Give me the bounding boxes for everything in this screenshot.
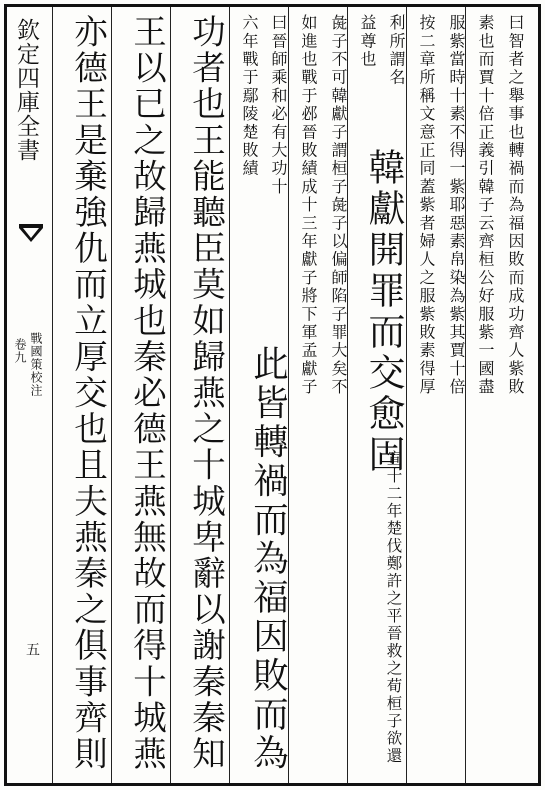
column-rule <box>406 7 407 783</box>
main-text-column: 此皆轉禍而為福因敗而為 <box>247 345 289 773</box>
text-column: 六年戰于鄢陵楚敗績 <box>240 14 259 178</box>
main-text-column: 亦德王是棄強仇而立厚交也且夫燕秦之俱事齊則 <box>68 14 108 773</box>
column-rule <box>170 7 171 783</box>
fish-tail-ornament-icon <box>18 222 44 244</box>
text-column: 如進也戰于邲晉敗績成十三年獻子將下軍孟獻子 <box>299 14 318 397</box>
main-text-column: 王以已之故歸燕城也秦必德王燕無故而得十城燕 <box>127 14 167 773</box>
text-column: 彘子不可韓獻子謂桓子彘子以偏師陷子罪大矣不 <box>329 14 348 397</box>
margin-title: 欽定四庫全書 <box>13 18 39 162</box>
text-column: 利所謂名 <box>387 14 406 87</box>
page-number: 五 <box>24 642 40 656</box>
main-text-column: 功者也王能聽臣莫如歸燕之十城卑辭以謝秦秦知 <box>186 14 226 773</box>
column-rule <box>52 7 53 783</box>
main-text-column: 韓獻開罪而交愈固 <box>362 148 405 476</box>
margin-volume: 卷九 <box>13 338 27 364</box>
text-column: 益尊也 <box>358 14 377 69</box>
column-rule <box>229 7 230 783</box>
annotation-column: 宣十二年楚伐鄭許之平晉救之荀桓子欲還 <box>384 450 403 765</box>
text-column: 服紫當時十素不得一紫耶惡素帛染為紫其賈十倍 <box>447 14 466 397</box>
text-column: 素也而賈十倍正義引韓子云齊桓公好服紫一國盡 <box>476 14 495 397</box>
text-column: 曰晉師乘和必有大功十 <box>269 14 288 196</box>
text-column: 曰智者之舉事也轉禍而為福因敗而成功齊人紫敗 <box>506 14 525 397</box>
column-rule <box>111 7 112 783</box>
text-column: 按二章所稱文意正同蓋紫者婦人之服紫敗素得厚 <box>417 14 436 397</box>
margin-book-title: 戰國策校注 <box>29 332 43 397</box>
